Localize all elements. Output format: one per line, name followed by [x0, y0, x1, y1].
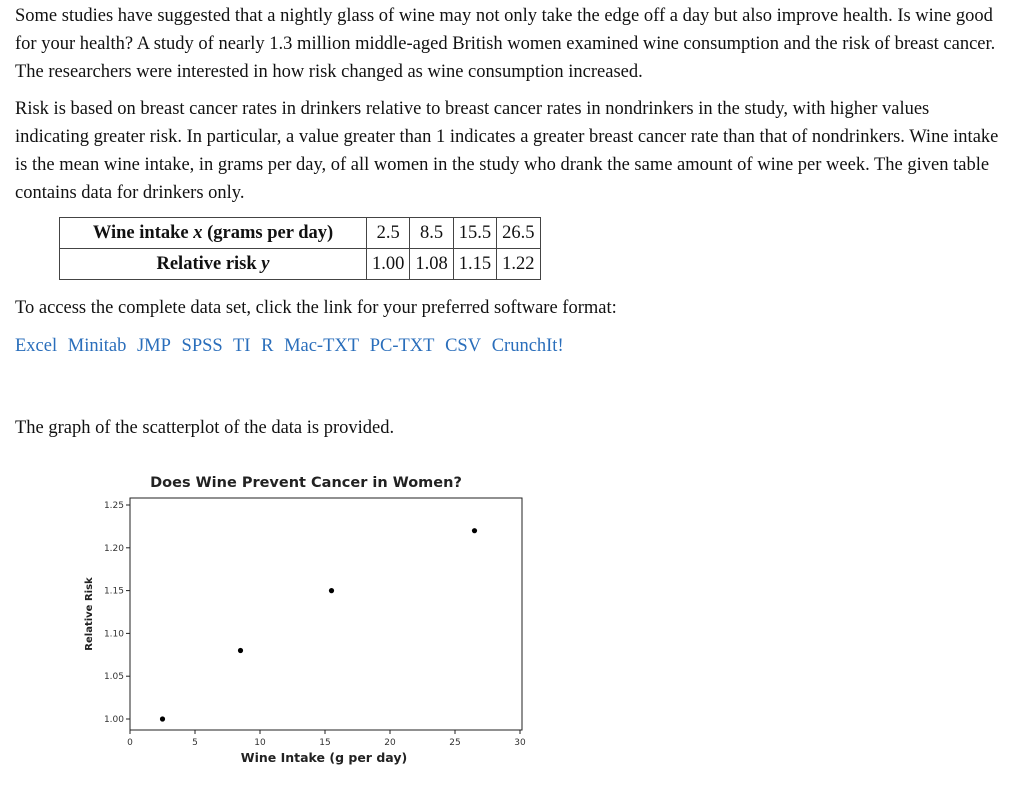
- x-tick-label: 25: [449, 738, 461, 748]
- link-minitab[interactable]: Minitab: [67, 336, 127, 356]
- link-excel[interactable]: Excel: [15, 336, 58, 356]
- link-mac-txt[interactable]: Mac-TXT: [284, 336, 360, 356]
- x-axis-label: Wine Intake (g per day): [240, 750, 408, 765]
- x-tick-label: 5: [192, 738, 198, 748]
- link-jmp[interactable]: JMP: [136, 336, 171, 356]
- data-point: [160, 716, 165, 721]
- table-cell: 2.5: [367, 218, 410, 249]
- data-points: [160, 528, 477, 722]
- table-cell: 26.5: [497, 218, 540, 249]
- x-tick-label: 10: [254, 738, 266, 748]
- access-instructions: To access the complete data set, click the link for your preferred software format:: [15, 298, 617, 318]
- header-text: Wine intake: [92, 222, 194, 243]
- table-cell: 15.5: [453, 218, 496, 249]
- intro-paragraph-2: Risk is based on breast cancer rates in drinkers relative to breast cancer rates in nondrinkers in the study, with higher values indicating greater risk. In particular, a value greater than 1 indicates a greater breast cancer rate than that of nondrinkers. Wine intake is the mean wine intake, in grams per day, of all women in the study who drank the same amount of wine per week. The given table contains data for drinkers only.: [15, 99, 999, 203]
- plot-frame: [130, 498, 522, 730]
- y-axis: [104, 501, 130, 725]
- y-tick-label: 1.15: [103, 586, 124, 597]
- link-r[interactable]: R: [261, 336, 274, 356]
- table-cell: 1.22: [497, 249, 540, 280]
- x-tick-label: 0: [127, 738, 133, 748]
- link-csv[interactable]: CSV: [445, 336, 482, 356]
- y-tick-label: 1.05: [103, 672, 124, 683]
- table-cell: 1.15: [453, 249, 496, 280]
- table-cell: 8.5: [410, 218, 453, 249]
- chart-title: Does Wine Prevent Cancer in Women?: [150, 475, 462, 491]
- intro-paragraph-1: Some studies have suggested that a nightly glass of wine may not only take the edge off a day but also improve health. Is wine good for your health? A study of nearly 1.3 million middle-aged British women examined wine consumption and the risk of breast cancer. The researchers were interested in how risk changed as wine consumption increased.: [15, 6, 996, 82]
- table-cell: 1.08: [410, 249, 453, 280]
- header-var: y: [261, 253, 270, 274]
- header-text: Relative risk: [156, 253, 262, 274]
- table-cell: 1.00: [367, 249, 410, 280]
- header-var: x: [193, 222, 203, 243]
- link-crunchit[interactable]: CrunchIt!: [491, 336, 564, 356]
- x-tick-label: 15: [319, 738, 331, 748]
- x-axis: [127, 730, 526, 748]
- y-tick-label: 1.00: [103, 715, 124, 725]
- link-pc-txt[interactable]: PC-TXT: [369, 336, 435, 356]
- data-point: [472, 528, 477, 533]
- y-tick-label: 1.20: [103, 543, 124, 554]
- header-text: (grams per day): [202, 222, 334, 243]
- link-spss[interactable]: SPSS: [181, 336, 223, 356]
- x-tick-label: 20: [384, 738, 396, 748]
- link-ti[interactable]: TI: [233, 336, 251, 356]
- data-point: [238, 648, 243, 653]
- y-tick-label: 1.10: [103, 629, 124, 640]
- x-tick-label: 30: [514, 738, 526, 748]
- y-axis-label: Relative Risk: [84, 577, 95, 651]
- y-tick-label: 1.25: [103, 501, 124, 511]
- graph-intro: The graph of the scatterplot of the data is provided.: [15, 418, 395, 438]
- data-point: [329, 588, 334, 593]
